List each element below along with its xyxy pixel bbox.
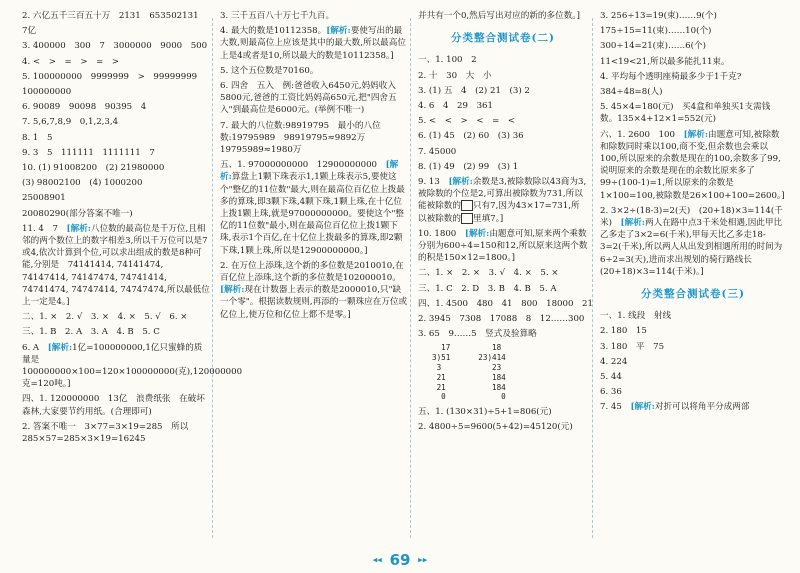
answer-line: 2. 4800÷5=9600(5+42)=45120(元) bbox=[418, 422, 573, 433]
column-divider bbox=[212, 18, 213, 538]
answer-line: 五、1. (130×31)÷5+1=806(元) bbox=[418, 407, 552, 418]
answer-s5-1 bbox=[220, 159, 408, 257]
answer-prefix: 五、1. 97000000000 12900000000 bbox=[220, 160, 386, 171]
analysis-tag: [解析: bbox=[66, 223, 91, 234]
answer-line: 5. 44 bbox=[600, 372, 622, 383]
answer-line: 8. (1) 49 (2) 99 (3) 1 bbox=[418, 161, 519, 172]
answer-q7 bbox=[600, 401, 786, 413]
answer-line: 4. 6 4 29 361 bbox=[418, 101, 493, 112]
answer-text: 最大的数是10112358。 bbox=[230, 26, 327, 37]
answer-line: 11<19<21,所以最多能扎11束。 bbox=[600, 56, 730, 67]
answer-line: 6. 90089 90098 90395 4 bbox=[22, 102, 147, 113]
answer-prefix: 3. bbox=[220, 11, 231, 21]
answer-line: 6. 36 bbox=[600, 387, 622, 398]
answer-line: 3. 65 9……5 竖式及验算略 bbox=[418, 329, 537, 340]
work-row: 3)51 bbox=[432, 353, 451, 363]
analysis-tag: [解析: bbox=[47, 342, 73, 353]
work-row: 0 bbox=[432, 392, 446, 402]
answer-line: 一、1. 线段 射线 bbox=[600, 311, 672, 322]
analysis-tag: [解析: bbox=[630, 402, 655, 413]
answer-line: 3. 180 平 75 bbox=[600, 341, 665, 352]
answer-prefix: 9. 13 bbox=[418, 177, 449, 188]
next-arrows-icon: ▸▸ bbox=[418, 555, 428, 566]
answer-s6-2 bbox=[600, 205, 786, 278]
answer-prefix: 7. bbox=[220, 120, 231, 131]
answer-prefix: 6. A bbox=[22, 342, 48, 353]
work-row: 184 bbox=[478, 372, 506, 382]
answer-s6-1 bbox=[600, 129, 786, 202]
answer-line: 2. 答案不唯一 3×77=3×19=285 所以285×57=285×3×19=16245 bbox=[22, 421, 189, 445]
answer-q11-prefix: 11. 4 7 bbox=[22, 223, 67, 234]
analysis-text: 只有7,因为43×17=731,所以被除数的 bbox=[418, 201, 580, 224]
answer-line: 2. 3945 7308 17088 8 12……300 bbox=[418, 314, 585, 325]
work-row: 21 bbox=[432, 382, 446, 392]
answer-prefix: 10. 1800 bbox=[418, 228, 465, 239]
answer-prefix: 5. bbox=[220, 65, 231, 76]
answer-prefix: 六、1. 2600 100 bbox=[600, 129, 684, 140]
answer-line: (3) 98002100 (4) 1000200 bbox=[22, 178, 143, 189]
answer-line: 7亿 bbox=[22, 26, 37, 37]
long-division-a bbox=[432, 343, 450, 402]
answer-text: 这个五位数是70160。 bbox=[230, 65, 319, 76]
analysis-text: 由题意可知,原来两个乘数分别为600÷4=150和12,所以原来这两个数的积是150×12=1800。] bbox=[418, 228, 588, 264]
answer-prefix: 6. bbox=[220, 81, 231, 92]
work-row: 184 bbox=[478, 382, 506, 392]
answer-line: 25008901 bbox=[22, 193, 66, 204]
analysis-tag: [解析: bbox=[620, 218, 645, 229]
analysis-text: 1亿=100000000,1亿只蜜蜂的质量是100000000×100=120×100000000(克),120000000克=120吨。] bbox=[22, 342, 243, 390]
answer-line: 4. < > = > = > bbox=[22, 56, 120, 67]
answer-line: 8. 1 5 bbox=[22, 132, 53, 143]
column-divider bbox=[592, 18, 593, 538]
work-row: 21 bbox=[432, 372, 446, 382]
work-row: 18 bbox=[478, 343, 502, 353]
section-title: 分类整合测试卷(二) bbox=[451, 32, 555, 45]
analysis-tag: [解析: bbox=[220, 285, 245, 296]
analysis-text: 两人在路中点3千米处相遇,因此甲比乙多走了3×2=6(千米),甲每天比乙多走18-3=2(千米),所以两人从出发到相遇所用的时间为6÷2=3(天),进而求出规划的骑行路线长(20+18)×3=114(千米)。] bbox=[600, 218, 783, 277]
prev-arrows-icon: ◂◂ bbox=[372, 555, 382, 566]
analysis-tag: [解析: bbox=[220, 160, 399, 183]
answer-text: 三千五百八十万七千九百。 bbox=[230, 11, 335, 21]
analysis-text: 算盘上1颗下珠表示1,1颗上珠表示5,要使这个"整亿的11位数"最大,则在最高位百亿位上拨最多的算珠,即3颗下珠,4颗下珠,1颗上珠,在十亿位上拨1颗上珠,就是97000000000。要使这个"整亿的11位数"最小,则在最高位百亿位上拨1颗下珠,表示1个百亿,在十亿位上拨最多的算珠,即2颗下珠,1颗上珠,所以是12900000000。] bbox=[220, 172, 405, 256]
analysis-text: 对折可以将角平分成两部 bbox=[654, 402, 750, 413]
answer-text: 在万位上添珠,这个新的多位数是2010010,在百亿位上添珠,这个新的多位数是102000010。 bbox=[220, 260, 404, 284]
analysis-tag: [解析: bbox=[326, 26, 351, 37]
answer-column-2 bbox=[220, 10, 408, 324]
answer-line: 3. (1) 五 4 (2) 21 (3) 2 bbox=[418, 85, 530, 96]
blank-box-icon bbox=[461, 213, 473, 224]
answer-line: 5. 100000000 9999999 > 99999999 bbox=[22, 71, 198, 82]
answer-line: 100000000 bbox=[22, 87, 72, 98]
answer-column-3 bbox=[418, 10, 593, 437]
answer-item bbox=[220, 10, 408, 22]
analysis-tag: [解析: bbox=[464, 228, 490, 239]
answer-line: 10. (1) 91008200 (2) 21980000 bbox=[22, 163, 165, 174]
answer-item bbox=[220, 120, 408, 157]
answer-s5-2 bbox=[220, 260, 408, 321]
answer-line: 3. 400000 300 7 3000000 9000 500 bbox=[22, 41, 208, 52]
answer-line: 6. (1) 45 (2) 60 (3) 36 bbox=[418, 131, 524, 142]
answer-text: 四舍 五入 例:爸爸收入6450元,妈妈收入5800元,爸爸的工资比妈妈高650元,把"四舍五入"到最高位是6000元。(举例不唯一) bbox=[220, 81, 397, 116]
answer-line: 7. 45000 bbox=[418, 146, 457, 157]
answer-line: 2. 六亿五千三百五十万 2131 653502131 bbox=[22, 11, 199, 21]
analysis-text: 要使写出的最大数,则最高位上应该是其中的最大数,所以最高位上是4或者是10,所以最大的数是10112358。] bbox=[220, 26, 406, 61]
answer-line: 7. 5,6,7,8,9 0,1,2,3,4 bbox=[22, 117, 119, 128]
page-number: 69 bbox=[389, 551, 411, 569]
answer-column-1 bbox=[22, 10, 243, 448]
long-division-work bbox=[432, 343, 588, 402]
answer-prefix: 4. bbox=[220, 26, 231, 37]
answer-prefix: 2. bbox=[220, 260, 231, 271]
work-row: 0 bbox=[478, 392, 506, 402]
answer-line: 4. 平均每个透明座椅最多少于1千克? bbox=[600, 71, 742, 82]
work-row: 17 bbox=[432, 343, 451, 353]
work-row: 23)414 bbox=[478, 353, 506, 363]
answer-line: 四、1. 4500 480 41 800 18000 21 bbox=[418, 298, 593, 309]
answer-line: 2. 十 30 大 小 bbox=[418, 70, 492, 81]
analysis-tag: [解析: bbox=[683, 129, 709, 140]
answer-line: 三、1. C 2. D 3. B 4. B 5. A bbox=[418, 283, 557, 294]
answer-s3-6 bbox=[22, 342, 243, 391]
column-divider bbox=[410, 18, 411, 538]
answer-line: 300÷14=21(束)……6(个) bbox=[600, 41, 706, 52]
answer-column-4 bbox=[600, 10, 786, 417]
answer-line: 三、1. B 2. A 3. A 4. B 5. C bbox=[22, 327, 160, 338]
analysis-text: 由题意可知,被除数和除数同时乘以100,商不变,但余数也会乘以100,所以原来的余数是现在的100,余数多了99,说明原来的余数是现在的余数比原来多了99÷(100-1)=1,所以原来的余数是1×100=100,被除数是26×100+100=2600。] bbox=[600, 129, 785, 201]
answer-prefix: 7. 45 bbox=[600, 402, 631, 413]
page-footer bbox=[0, 551, 800, 569]
section-title: 分类整合测试卷(三) bbox=[641, 288, 745, 301]
answer-line: 2. 180 15 bbox=[600, 326, 647, 337]
answer-prefix: 2. 3×2÷(18-3)=2(天) (20+18)×3=114(千米) bbox=[600, 205, 783, 229]
answer-line: 二、1. × 2. √ 3. × 4. × 5. √ 6. × bbox=[22, 312, 188, 323]
answer-item bbox=[220, 65, 408, 77]
long-division-b bbox=[478, 343, 505, 402]
analysis-text: 八位数的最高位是千万位,且相邻的两个数位上的数字相差3,所以千万位可以是7或4,依次计算到个位,可以求出组成的数是8种可能,分别是 74141414, 74141474, 74147414, 74147474, 74741414, 74741474, 74747414, 74747474,所以最低位上一定是4。] bbox=[22, 223, 210, 308]
analysis-text: 现在计数器上表示的数是2000010,只"缺一个零"。根据读数规则,再添的一颗珠应在万位或亿位上,使万位和亿位上都不是零。] bbox=[220, 285, 408, 320]
answer-q10 bbox=[418, 228, 588, 265]
answer-line: 3. 256÷13=19(束)……9(个) bbox=[600, 11, 717, 21]
answer-line: 20080290(部分答案不唯一) bbox=[22, 208, 133, 219]
analysis-tag: [解析: bbox=[448, 177, 473, 188]
answer-q11 bbox=[22, 223, 210, 308]
work-row: 3 bbox=[432, 363, 442, 373]
answer-line: 5. < < > < = < bbox=[418, 116, 516, 127]
answer-line: 四、1. 120000000 13亿 浪费纸张 在破坏森林,大家要节约用纸。(合理即可) bbox=[22, 394, 205, 417]
answer-line: 二、1. × 2. × 3. √ 4. × 5. × bbox=[418, 268, 559, 279]
work-row: 23 bbox=[478, 363, 502, 373]
analysis-text: 余数是3,被除数除以43商为3,被除数的个位是2,可算出被除数为731,所以能被除数的 bbox=[418, 177, 587, 212]
answer-text: 最大的八位数:98919795 最小的八位数:19795989 98919795≈9892万 19795989≈1980万 bbox=[220, 120, 381, 156]
answer-line: 9. 3 5 111111 1111111 7 bbox=[22, 147, 155, 158]
answer-line: 一、1. 100 2 bbox=[418, 55, 477, 66]
answer-line: 175÷15=11(束)……10(个) bbox=[600, 26, 712, 37]
blank-box-icon bbox=[461, 200, 473, 211]
answer-line: 5. 45×4=180(元) 买4盒和单独买1支需钱数。135×4+12×1=552(元) bbox=[600, 102, 771, 125]
analysis-text: 里填7。] bbox=[472, 213, 504, 224]
answer-item bbox=[220, 25, 408, 62]
answer-q9 bbox=[418, 176, 588, 225]
answer-line: 384÷48=8(人) bbox=[600, 87, 663, 98]
answer-line: 并共有一个0,然后写出对应的新的多位数。] bbox=[418, 11, 580, 21]
answer-line: 4. 224 bbox=[600, 356, 628, 367]
answer-item bbox=[220, 80, 408, 117]
